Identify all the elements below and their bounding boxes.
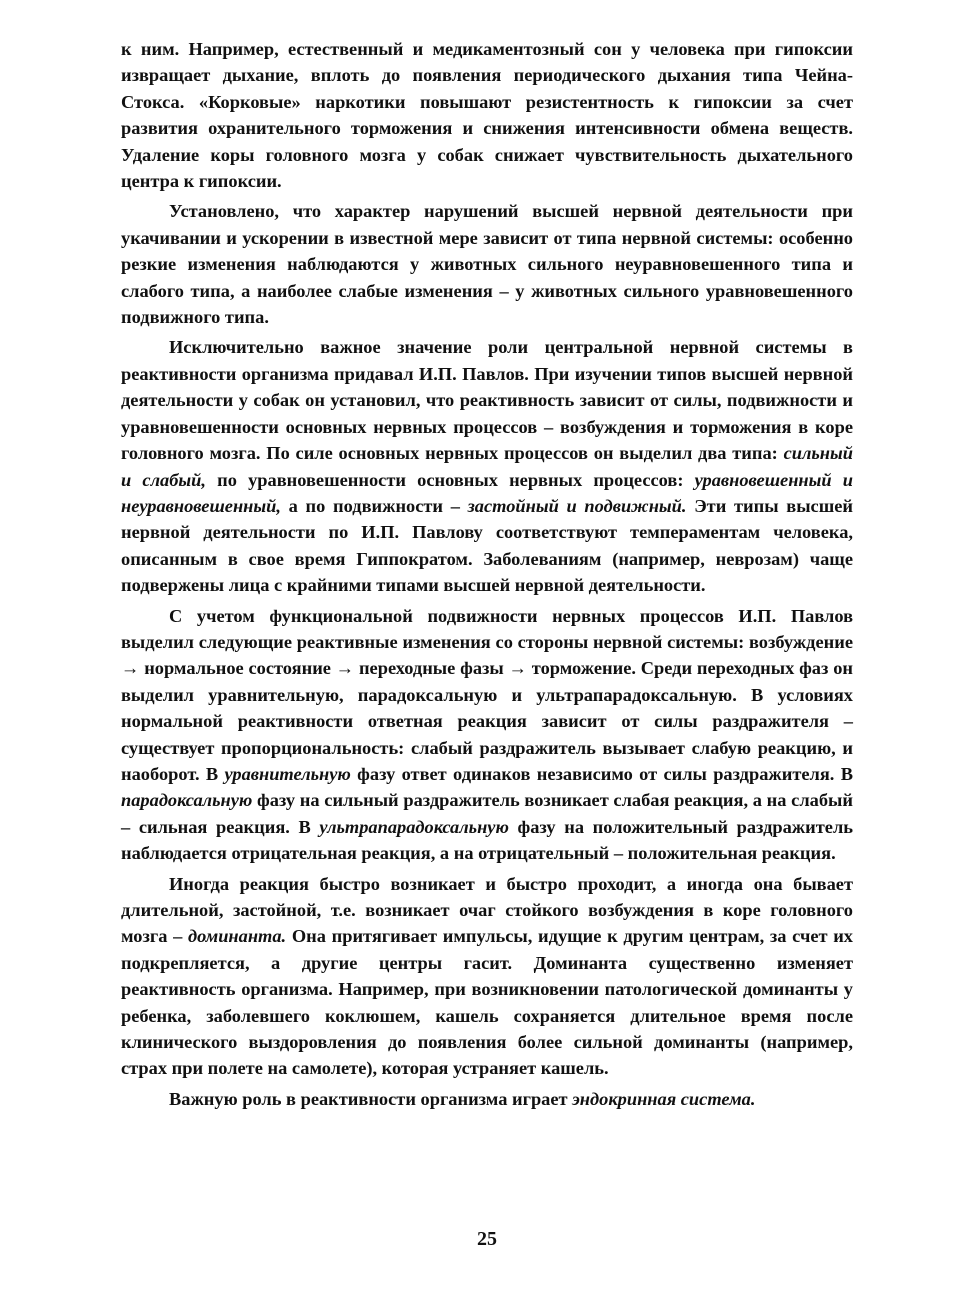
italic-term: доминанта.: [187, 926, 287, 947]
italic-term: уравнительную: [224, 763, 351, 784]
italic-term: ультрапарадоксальную: [319, 816, 509, 837]
text-run: Важную роль в реактивности организма играет: [169, 1088, 573, 1109]
italic-term: уравновешенный и неуравновешенный,: [121, 469, 854, 516]
paragraph-nervous-system-types: [121, 198, 853, 330]
page-body: [121, 36, 853, 1116]
italic-term: сильный и слабый,: [121, 443, 853, 490]
paragraph-endocrine: [121, 1086, 853, 1112]
text-run: фазу на сильный раздражитель возникает слабая реакция, а на слабый – сильная реакция. В: [121, 790, 853, 837]
text-run: Иногда реакция быстро возникает и быстро проходит, а иногда она бывает длительной, застойной, т.е. возникает очаг стойкого возбуждения в коре головного мозга –: [121, 873, 853, 947]
text-run: фазу ответ одинаков независимо от силы раздражителя. В: [350, 763, 853, 784]
text-run: Она притягивает импульсы, идущие к другим центрам, за счет их подкрепляется, а другие центры гасит. Доминанта существенно изменяет реактивность организма. Например, при возникновении патологической доминанты у ребенка, заболевшего коклюшем, кашель сохраняется длительное время после клинического выздоровления до появления более сильной доминанты (например, страх при полете на самолете), которая устраняет кашель.: [121, 926, 853, 1079]
italic-term: эндокринная система.: [572, 1088, 756, 1109]
paragraph-hypoxia-sleep: [121, 36, 853, 194]
text-run: а по подвижности –: [280, 495, 468, 516]
page-number: 25: [477, 1228, 497, 1250]
italic-term: застойный и подвижный.: [467, 495, 687, 516]
text-run: Исключительно важное значение роли центральной нервной системы в реактивности организма придавал И.П. Павлов. При изучении типов высшей нервной деятельности у собак он установил, что реактивность зависит от силы, подвижности и уравновешенности основных нервных процессов – возбуждения и торможения в коре головного мозга. По силе основных нервных процессов он выделил два типа:: [121, 337, 853, 464]
text-run: к ним. Например, естественный и медикаментозный сон у человека при гипоксии извращает дыхание, вплоть до появления периодического дыхания типа Чейна-Стокса. «Корковые» наркотики повышают резистентность к гипоксии за счет развития охранительного торможения и снижения интенсивности обмена веществ. Удаление коры головного мозга у собак снижает чувствительность дыхательного центра к гипоксии.: [121, 39, 853, 192]
text-run: фазу на положительный раздражитель наблюдается отрицательная реакция, а на отрицательный – положительная реакция.: [121, 816, 853, 864]
text-run: С учетом функциональной подвижности нервных процессов И.П. Павлов выделил следующие реактивные изменения со стороны нервной системы: возбуждение → нормальное состояние → переходные фазы → торможение. Среди переходных фаз он выделил уравнительную, парадоксальную и ультрапарадоксальную. В условиях нормальной реактивности ответная реакция зависит от силы раздражителя – существует пропорциональность: слабый раздражитель вызывает слабую реакцию, и наоборот. В: [121, 605, 853, 784]
italic-term: парадоксальную: [121, 790, 253, 811]
text-run: по уравновешенности основных нервных процессов:: [205, 469, 695, 490]
text-run: Установлено, что характер нарушений высшей нервной деятельности при укачивании и ускорении в известной мере зависит от типа нервной системы: особенно резкие изменения наблюдаются у животных сильного неуравновешенного типа и слабого типа, а наиболее слабые изменения – у животных сильного уравновешенного подвижного типа.: [121, 201, 853, 328]
paragraph-reactive-phases: [121, 603, 853, 867]
text-run: Эти типы высшей нервной деятельности по И.П. Павлову соответствуют темпераментам человека, описанным в свое время Гиппократом. Заболеваниям (например, неврозам) чаще подвержены лица с крайними типами высшей нервной деятельности.: [121, 495, 853, 596]
paragraph-pavlov-types: [121, 334, 853, 598]
paragraph-dominant: [121, 871, 853, 1082]
